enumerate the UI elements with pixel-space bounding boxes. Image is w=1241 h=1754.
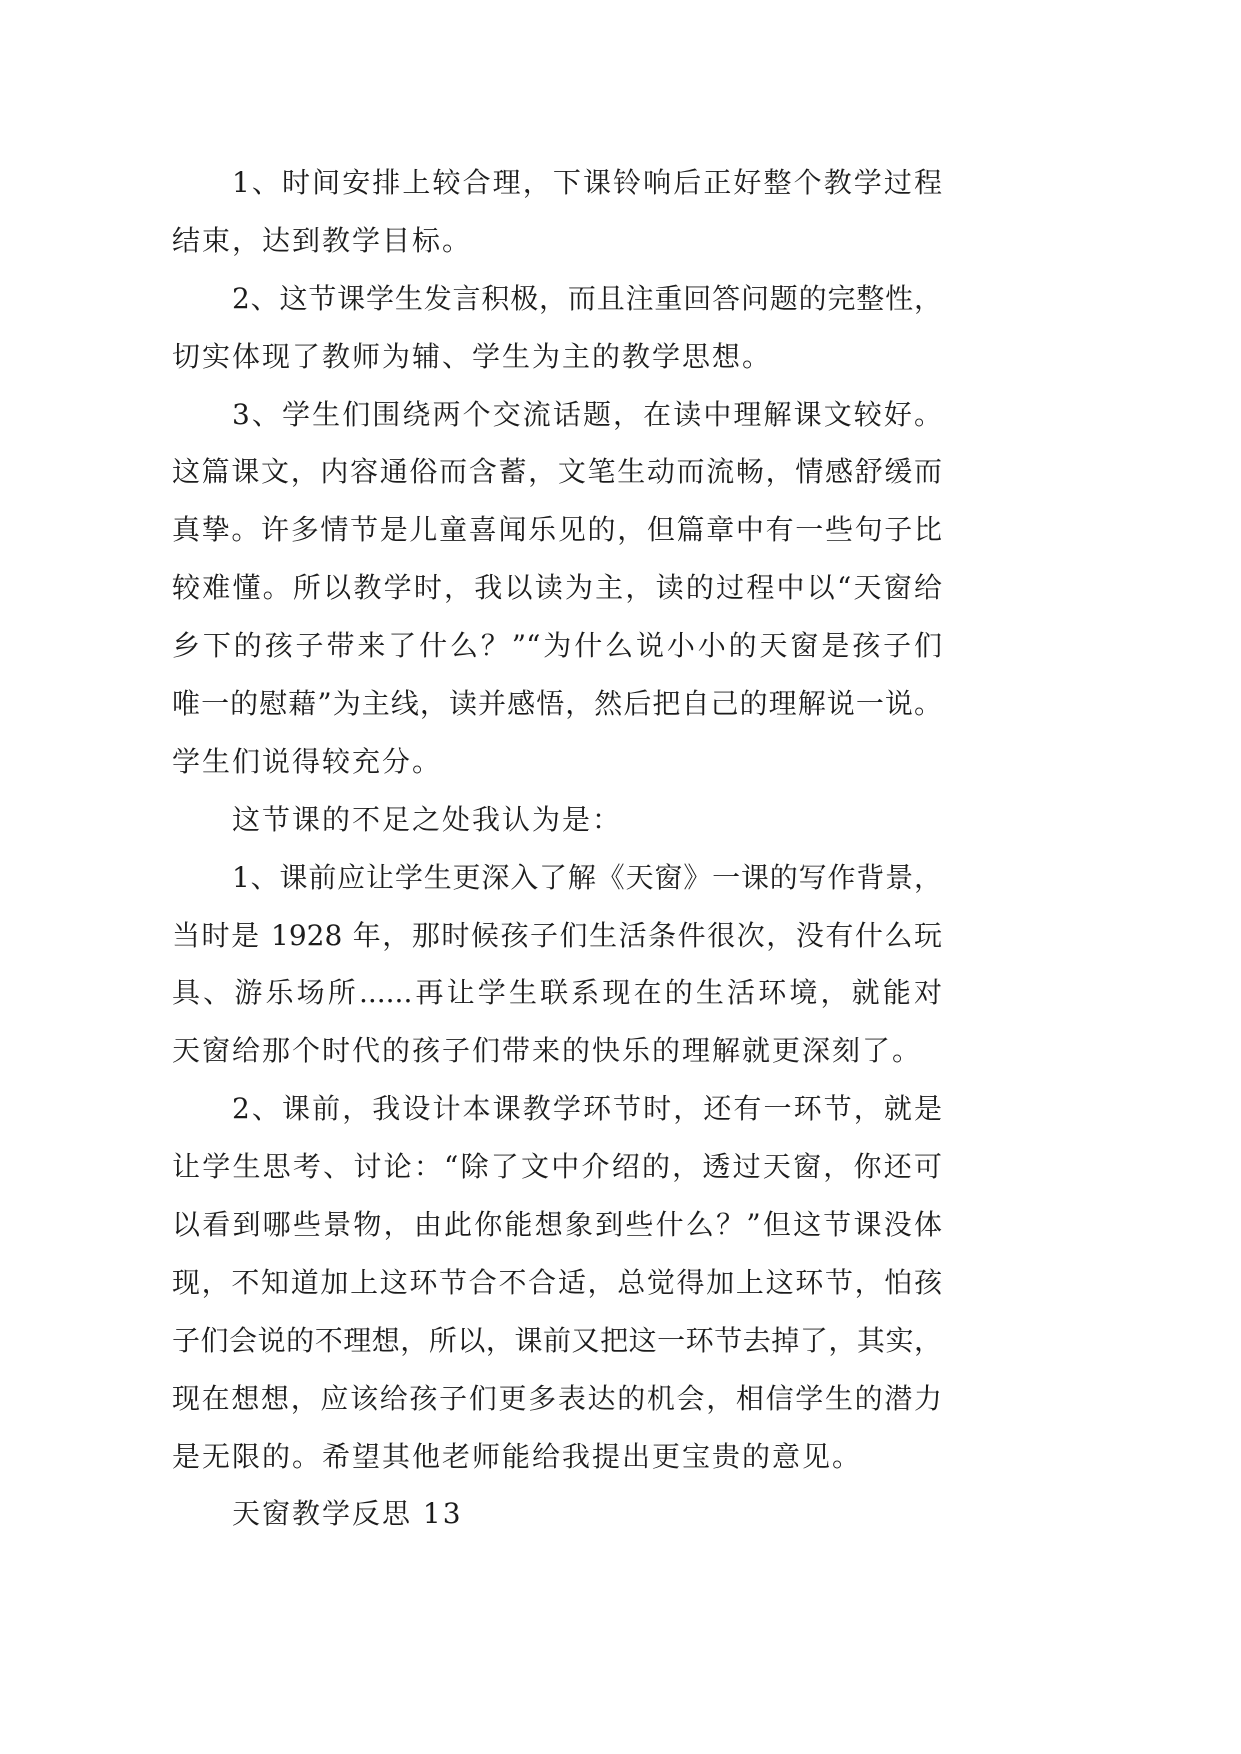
text-line: 具、游乐场所......再让学生联系现在的生活环境，就能对: [172, 976, 942, 1010]
text-line: 真挚。许多情节是儿童喜闻乐见的，但篇章中有一些句子比: [172, 513, 942, 547]
text-line: 当时是 1928 年，那时候孩子们生活条件很次，没有什么玩: [172, 918, 942, 952]
section-title: 天窗教学反思 13: [232, 1497, 463, 1531]
text-line: 现，不知道加上这环节合不合适，总觉得加上这环节，怕孩: [172, 1265, 942, 1299]
section-heading: [172, 1485, 942, 1543]
text-line: 这节课的不足之处我认为是：: [232, 802, 623, 836]
text-line: 2、课前，我设计本课教学环节时，还有一环节，就是: [232, 1092, 942, 1126]
paragraph-shortcoming-1: [172, 849, 942, 1081]
paragraph-point-3: [172, 386, 942, 791]
paragraph-point-1: [172, 154, 942, 270]
text-line: 1、时间安排上较合理，下课铃响后正好整个教学过程: [232, 166, 942, 199]
document-body: [172, 154, 942, 1543]
text-line: 让学生思考、讨论：“除了文中介绍的，透过天窗，你还可: [172, 1150, 942, 1184]
text-line: 乡下的孩子带来了什么？”“为什么说小小的天窗是孩子们: [172, 629, 942, 663]
text-line: 结束，达到教学目标。: [172, 223, 473, 257]
text-line: 较难懂。所以教学时，我以读为主，读的过程中以“天窗给: [172, 571, 942, 605]
text-line: 唯一的慰藉”为主线，读并感悟，然后把自己的理解说一说。: [172, 687, 942, 721]
text-line: 是无限的。希望其他老师能给我提出更宝贵的意见。: [172, 1439, 863, 1473]
text-line: 这篇课文，内容通俗而含蓄，文笔生动而流畅，情感舒缓而: [172, 455, 942, 489]
paragraph-point-2: [172, 270, 942, 386]
text-line: 学生们说得较充分。: [172, 744, 443, 778]
paragraph-shortcoming-2: [172, 1080, 942, 1485]
text-line: 切实体现了教师为辅、学生为主的教学思想。: [172, 339, 773, 373]
text-line: 2、这节课学生发言积极，而且注重回答问题的完整性，: [232, 281, 942, 315]
text-line: 天窗给那个时代的孩子们带来的快乐的理解就更深刻了。: [172, 1034, 923, 1068]
text-line: 1、课前应让学生更深入了解《天窗》一课的写作背景，: [232, 860, 942, 894]
text-line: 3、学生们围绕两个交流话题，在读中理解课文较好。: [232, 397, 942, 431]
text-line: 子们会说的不理想，所以，课前又把这一环节去掉了，其实，: [172, 1323, 942, 1357]
paragraph-shortcomings-intro: [172, 791, 942, 849]
text-line: 以看到哪些景物，由此你能想象到些什么？”但这节课没体: [172, 1208, 942, 1242]
text-line: 现在想想，应该给孩子们更多表达的机会，相信学生的潜力: [172, 1381, 942, 1415]
